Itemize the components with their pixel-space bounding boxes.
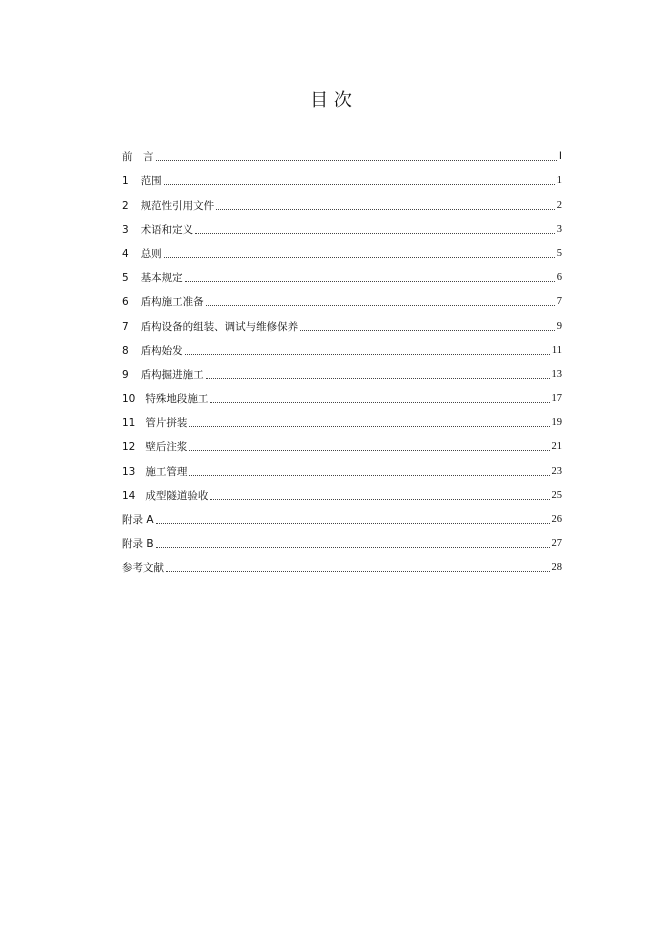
toc-entry-page: 25 [551,489,562,501]
toc-entry-title: 成型隧道验收 [145,489,209,502]
toc-entry-number: 10 [122,393,136,406]
toc-entry-page: 5 [556,247,562,259]
toc-entry-page: 6 [556,272,562,284]
toc-entry-label [122,247,162,261]
toc-entry[interactable] [122,551,562,575]
toc-entry-title: 前 言 [122,151,154,164]
toc-entry-page: 17 [551,393,562,405]
toc-entry-page: 28 [551,562,562,574]
toc-entry-number: 11 [122,417,136,430]
toc-entry-title: 范围 [140,175,162,188]
toc-dot-leader [166,570,550,572]
toc-entry-title: 参考文献 [122,562,164,575]
toc-entry-label [122,465,187,479]
toc-entry-label [122,320,298,334]
toc-entry-title: 特殊地段施工 [145,393,209,406]
toc-entry-title: 盾构设备的组装、调试与维修保养 [140,320,299,333]
toc-entry-title: 盾构掘进施工 [140,368,204,381]
toc-dot-leader [189,449,549,451]
toc-entry-label [122,416,187,430]
toc-entry-title: 施工管理 [145,465,188,478]
toc-dot-leader [185,280,555,282]
toc-entry[interactable] [122,527,562,551]
toc-entry-page: 2 [556,199,562,211]
toc-entry-number: 9 [122,368,129,381]
toc-entry-label [122,295,204,309]
toc-entry[interactable] [122,334,562,358]
toc-entry-number: 7 [122,320,129,333]
toc-entry-label [122,561,164,575]
toc-dot-leader [185,353,550,355]
toc-entry-title: 基本规定 [140,272,183,285]
toc-entry[interactable] [122,237,562,261]
toc-dot-leader [156,522,550,524]
toc-entry-label [122,368,204,382]
toc-entry-page: 26 [551,514,562,525]
toc-entry-title: 总则 [140,247,162,260]
toc-entry-label [122,344,183,358]
toc-entry-number: 6 [122,296,129,309]
toc-entry[interactable] [122,188,562,212]
toc-entry[interactable] [122,164,562,188]
toc-entry-title: 盾构始发 [140,344,183,357]
toc-entry[interactable] [122,454,562,478]
toc-entry-title: 附录 B [122,538,154,551]
toc-entry-page: 9 [556,320,562,332]
toc-entry[interactable] [122,503,562,527]
toc-entry-title: 附录 A [122,514,154,526]
toc-entry-label [122,271,183,285]
toc-entry-number: 2 [122,199,129,212]
toc-entry-label [122,513,154,527]
toc-entry-title: 术语和定义 [140,223,194,236]
toc-entry-number: 3 [122,223,129,236]
toc-entry-title: 盾构施工准备 [140,296,204,309]
page-title: 目 次 [310,90,352,111]
toc-entry-page: Ⅰ [558,151,562,163]
table-of-contents [122,140,562,575]
toc-entry[interactable] [122,285,562,309]
toc-entry[interactable] [122,430,562,454]
toc-entry-label [122,440,187,454]
toc-entry-label [122,489,208,503]
toc-entry-page: 7 [556,296,562,308]
toc-entry[interactable] [122,358,562,382]
toc-entry-page: 19 [551,417,562,429]
toc-entry-label [122,174,162,188]
toc-entry-label [122,392,208,406]
toc-dot-leader [164,183,555,185]
toc-entry[interactable] [122,213,562,237]
toc-entry-number: 12 [122,441,136,454]
toc-entry-page: 13 [551,368,562,380]
toc-entry-label [122,199,214,213]
toc-dot-leader [195,232,555,234]
toc-entry-number: 5 [122,272,129,285]
toc-dot-leader [210,401,549,403]
toc-entry[interactable] [122,140,562,164]
toc-entry-page: 3 [556,223,562,235]
toc-dot-leader [216,208,555,210]
toc-dot-leader [206,304,555,306]
toc-dot-leader [189,425,549,427]
toc-dot-leader [164,256,555,258]
toc-entry-title: 壁后注浆 [145,441,188,454]
toc-dot-leader [210,498,549,500]
toc-entry[interactable] [122,309,562,333]
toc-entry-number: 8 [122,344,129,357]
toc-dot-leader [156,546,550,548]
toc-entry-title: 管片拼装 [145,417,188,430]
toc-entry-number: 4 [122,247,129,260]
toc-dot-leader [300,329,555,331]
toc-entry[interactable] [122,479,562,503]
toc-entry[interactable] [122,406,562,430]
toc-dot-leader [156,159,557,161]
toc-dot-leader [189,474,549,476]
toc-entry[interactable] [122,382,562,406]
toc-dot-leader [206,377,550,379]
toc-entry-label [122,223,193,237]
toc-entry-number: 14 [122,489,136,502]
toc-entry-number: 1 [122,175,129,188]
toc-entry-number: 13 [122,465,136,478]
toc-entry-page: 23 [551,465,562,477]
toc-entry-page: 11 [551,344,562,356]
toc-entry[interactable] [122,261,562,285]
toc-entry-page: 27 [551,538,562,550]
toc-entry-label [122,537,154,551]
toc-entry-label [122,150,154,164]
toc-entry-page: 1 [556,175,562,187]
toc-entry-title: 规范性引用文件 [140,199,215,212]
toc-entry-page: 21 [551,441,562,453]
